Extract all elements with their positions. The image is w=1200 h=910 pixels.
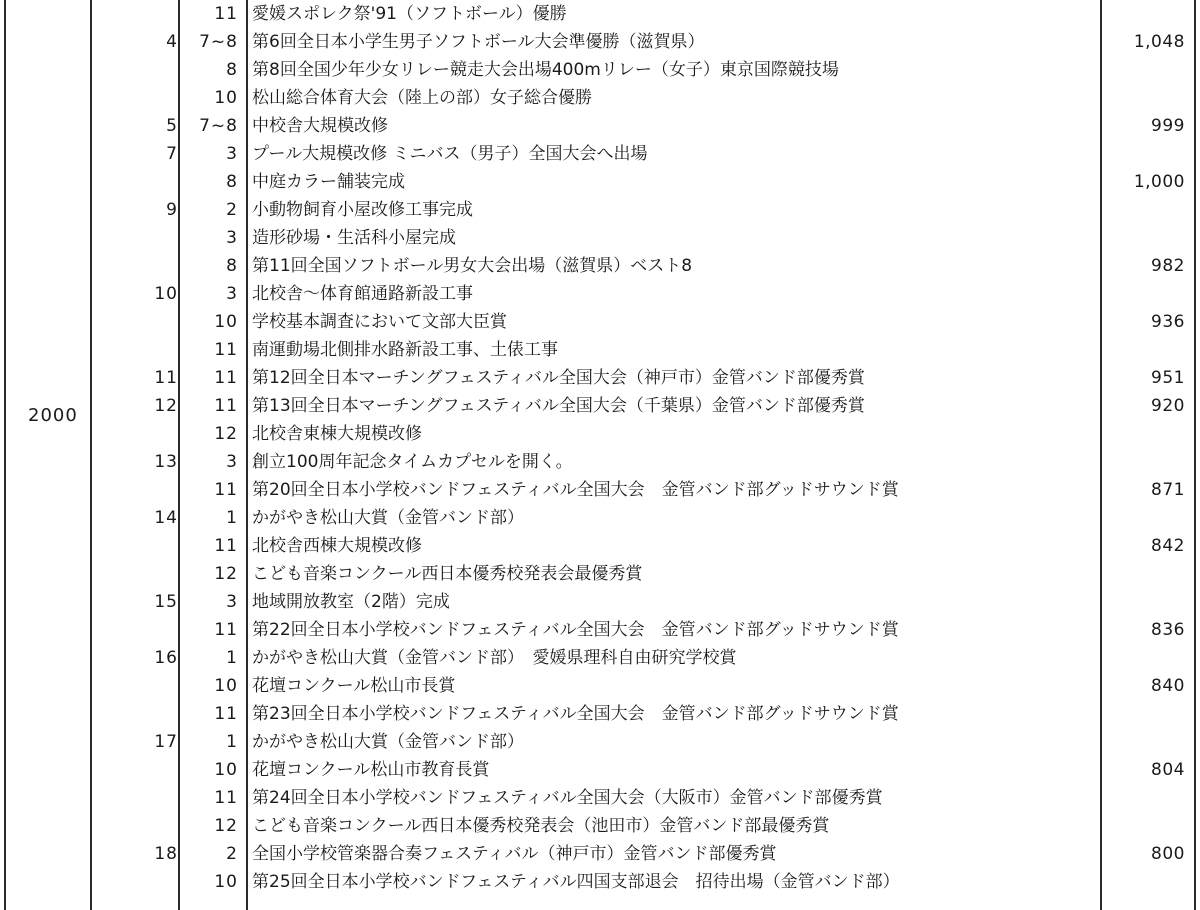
row-student-count: 804: [1151, 760, 1185, 780]
row-event: 地域開放教室（2階）完成: [252, 592, 450, 612]
ledger-row: [0, 56, 1200, 84]
ledger-row: [0, 812, 1200, 840]
row-year: 15: [154, 592, 178, 612]
row-month: 7~8: [199, 32, 238, 52]
row-year: 13: [154, 452, 178, 472]
ledger-row: [0, 868, 1200, 896]
row-event: 松山総合体育大会（陸上の部）女子総合優勝: [252, 88, 592, 108]
row-month: 2: [226, 200, 238, 220]
era-year: 2000: [28, 405, 78, 426]
row-year: 9: [166, 200, 178, 220]
row-month: 3: [226, 452, 238, 472]
ledger-row: [0, 196, 1200, 224]
ledger-row: [0, 364, 1200, 392]
row-event: 第24回全日本小学校バンドフェスティバル全国大会（大阪市）金管バンド部優秀賞: [252, 788, 883, 808]
row-month: 11: [214, 396, 238, 416]
row-month: 11: [214, 620, 238, 640]
row-event: 北校舎～体育館通路新設工事: [252, 284, 473, 304]
row-month: 3: [226, 284, 238, 304]
ledger-row: [0, 336, 1200, 364]
row-event: 第25回全日本小学校バンドフェスティバル四国支部退会 招待出場（金管バンド部）: [252, 872, 900, 892]
row-student-count: 1,048: [1133, 32, 1185, 52]
ledger-row: [0, 700, 1200, 728]
ledger-row: [0, 616, 1200, 644]
row-year: 16: [154, 648, 178, 668]
ledger-row: [0, 420, 1200, 448]
ledger-row: [0, 0, 1200, 28]
row-month: 11: [214, 368, 238, 388]
row-event: 第13回全日本マーチングフェスティバル全国大会（千葉県）金管バンド部優秀賞: [252, 396, 865, 416]
ledger-row: [0, 28, 1200, 56]
row-event: 北校舎西棟大規模改修: [252, 536, 422, 556]
row-month: 11: [214, 4, 238, 24]
row-event: 小動物飼育小屋改修工事完成: [252, 200, 473, 220]
row-event: 花壇コンクール松山市教育長賞: [252, 760, 490, 780]
ledger-row: [0, 840, 1200, 868]
row-month: 11: [214, 340, 238, 360]
ledger-row: [0, 280, 1200, 308]
ledger-row: [0, 112, 1200, 140]
row-month: 12: [214, 816, 238, 836]
row-event: 第12回全日本マーチングフェスティバル全国大会（神戸市）金管バンド部優秀賞: [252, 368, 865, 388]
ledger-row: [0, 252, 1200, 280]
row-event: 全国小学校管楽器合奏フェスティバル（神戸市）金管バンド部優秀賞: [252, 844, 777, 864]
row-month: 10: [214, 676, 238, 696]
row-student-count: 871: [1151, 480, 1185, 500]
row-event: こども音楽コンクール西日本優秀校発表会（池田市）金管バンド部最優秀賞: [252, 816, 830, 836]
row-month: 11: [214, 480, 238, 500]
ledger-row: [0, 560, 1200, 588]
row-month: 10: [214, 760, 238, 780]
ledger-row: [0, 476, 1200, 504]
row-student-count: 999: [1151, 116, 1185, 136]
row-student-count: 836: [1151, 620, 1185, 640]
row-student-count: 840: [1151, 676, 1185, 696]
row-event: 愛媛スポレク祭'91（ソフトボール）優勝: [252, 4, 567, 24]
row-year: 18: [154, 844, 178, 864]
row-event: こども音楽コンクール西日本優秀校発表会最優秀賞: [252, 564, 643, 584]
row-year: 11: [154, 368, 178, 388]
row-year: 14: [154, 508, 178, 528]
row-event: 学校基本調査において文部大臣賞: [252, 312, 507, 332]
row-student-count: 842: [1151, 536, 1185, 556]
ledger-row: [0, 224, 1200, 252]
row-month: 11: [214, 536, 238, 556]
ledger-row: [0, 392, 1200, 420]
row-event: 創立100周年記念タイムカプセルを開く。: [252, 452, 573, 472]
row-event: プール大規模改修 ミニバス（男子）全国大会へ出場: [252, 144, 648, 164]
ledger-row: [0, 308, 1200, 336]
ledger-row: [0, 728, 1200, 756]
row-year: 17: [154, 732, 178, 752]
row-event: かがやき松山大賞（金管バンド部） 愛媛県理科自由研究学校賞: [252, 648, 737, 668]
row-event: 第6回全日本小学生男子ソフトボール大会準優勝（滋賀県）: [252, 32, 705, 52]
row-event: 第11回全国ソフトボール男女大会出場（滋賀県）ベスト8: [252, 256, 693, 276]
row-year: 12: [154, 396, 178, 416]
row-student-count: 1,000: [1133, 172, 1185, 192]
row-student-count: 951: [1151, 368, 1185, 388]
row-month: 8: [226, 256, 238, 276]
row-month: 11: [214, 704, 238, 724]
ledger-row: [0, 532, 1200, 560]
row-year: 10: [154, 284, 178, 304]
ledger-row: [0, 448, 1200, 476]
row-month: 3: [226, 228, 238, 248]
ledger-row: [0, 644, 1200, 672]
row-event: 造形砂場・生活科小屋完成: [252, 228, 456, 248]
row-event: 北校舎東棟大規模改修: [252, 424, 422, 444]
row-month: 10: [214, 88, 238, 108]
row-month: 7~8: [199, 116, 238, 136]
row-month: 12: [214, 564, 238, 584]
row-event: 花壇コンクール松山市長賞: [252, 676, 456, 696]
row-event: かがやき松山大賞（金管バンド部）: [252, 508, 524, 528]
row-event: 第8回全国少年少女リレー競走大会出場400mリレー（女子）東京国際競技場: [252, 60, 839, 80]
row-year: 5: [166, 116, 178, 136]
row-month: 1: [226, 732, 238, 752]
row-event: 第22回全日本小学校バンドフェスティバル全国大会 金管バンド部グッドサウンド賞: [252, 620, 899, 640]
row-event: 中校舎大規模改修: [252, 116, 388, 136]
ledger-row: [0, 784, 1200, 812]
row-event: 第20回全日本小学校バンドフェスティバル全国大会 金管バンド部グッドサウンド賞: [252, 480, 899, 500]
row-student-count: 936: [1151, 312, 1185, 332]
row-month: 1: [226, 508, 238, 528]
row-month: 10: [214, 872, 238, 892]
row-year: 7: [166, 144, 178, 164]
row-student-count: 800: [1151, 844, 1185, 864]
ledger-row: [0, 756, 1200, 784]
row-student-count: 920: [1151, 396, 1185, 416]
row-month: 1: [226, 648, 238, 668]
row-month: 10: [214, 312, 238, 332]
row-month: 8: [226, 172, 238, 192]
row-event: かがやき松山大賞（金管バンド部）: [252, 732, 524, 752]
row-year: 4: [166, 32, 178, 52]
row-event: 南運動場北側排水路新設工事、土俵工事: [252, 340, 558, 360]
row-month: 12: [214, 424, 238, 444]
ledger-row: [0, 672, 1200, 700]
ledger-row: [0, 504, 1200, 532]
ledger-row: [0, 140, 1200, 168]
row-month: 11: [214, 788, 238, 808]
ledger-row: [0, 84, 1200, 112]
row-event: 第23回全日本小学校バンドフェスティバル全国大会 金管バンド部グッドサウンド賞: [252, 704, 899, 724]
row-student-count: 982: [1151, 256, 1185, 276]
row-event: 中庭カラー舗装完成: [252, 172, 405, 192]
ledger-row: [0, 588, 1200, 616]
row-month: 3: [226, 592, 238, 612]
row-month: 8: [226, 60, 238, 80]
row-month: 2: [226, 844, 238, 864]
row-month: 3: [226, 144, 238, 164]
ledger-row: [0, 168, 1200, 196]
